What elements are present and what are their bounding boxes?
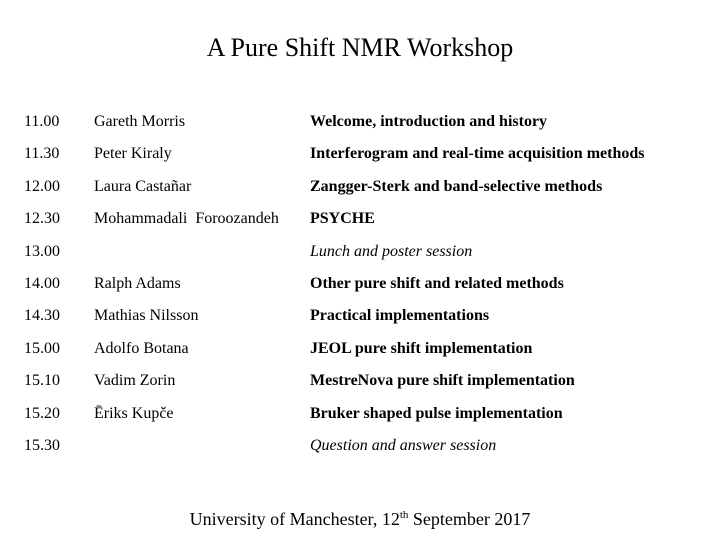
schedule-row [24, 403, 704, 435]
schedule-talk-title: Welcome, introduction and history [310, 113, 548, 130]
footer-venue-text: University of Manchester, 12 [189, 509, 400, 529]
schedule-talk-title: PSYCHE [310, 210, 375, 228]
schedule-speaker: Peter Kiraly [94, 145, 172, 163]
schedule-time: 14.00 [24, 274, 60, 292]
schedule-speaker: Ralph Adams [94, 274, 181, 292]
schedule-session-title: Lunch and poster session [310, 242, 473, 260]
schedule-time: 15.00 [24, 339, 60, 357]
schedule-row [24, 305, 704, 337]
schedule-time: 11.00 [24, 113, 60, 130]
schedule-talk-title: Practical implementations [310, 307, 490, 325]
schedule-row [24, 241, 704, 273]
schedule-time: 15.30 [24, 436, 60, 454]
page-title: A Pure Shift NMR Workshop [206, 33, 514, 62]
schedule-speaker: Mathias Nilsson [94, 307, 199, 325]
schedule-time: 15.10 [24, 372, 60, 390]
schedule-row [24, 273, 704, 305]
schedule-speaker: Adolfo Botana [94, 339, 189, 357]
schedule-time: 15.20 [24, 404, 60, 422]
schedule-speaker: Mohammadali Foroozandeh [94, 210, 279, 228]
schedule-talk-title: Zangger-Sterk and band-selective methods [310, 177, 603, 195]
schedule-row [24, 111, 704, 143]
schedule-session-title: Question and answer session [310, 436, 497, 454]
schedule-row [24, 338, 704, 370]
schedule-talk-title: Bruker shaped pulse implementation [310, 404, 563, 422]
footer-date-text: September 2017 [408, 509, 531, 529]
footer-ordinal-suffix: th [399, 509, 409, 521]
schedule-talk-title: MestreNova pure shift implementation [310, 372, 575, 390]
schedule-row [24, 435, 704, 467]
schedule-row [24, 208, 704, 240]
schedule-time: 11.30 [24, 145, 60, 163]
schedule-speaker: Gareth Morris [94, 113, 186, 130]
schedule-talk-title: Other pure shift and related methods [310, 274, 564, 292]
schedule-talk-title: Interferogram and real-time acquisition methods [310, 145, 645, 163]
schedule-time: 12.00 [24, 177, 60, 195]
schedule-speaker: Vadim Zorin [94, 372, 176, 390]
venue-date-footer [0, 506, 720, 532]
schedule-talk-title: JEOL pure shift implementation [310, 339, 533, 357]
schedule-time: 14.30 [24, 307, 60, 325]
schedule-time: 12.30 [24, 210, 60, 228]
schedule-row [24, 143, 704, 175]
schedule-time: 13.00 [24, 242, 60, 260]
schedule-table [24, 111, 704, 467]
schedule-row [24, 176, 704, 208]
schedule-speaker: Ēriks Kupče [94, 404, 174, 422]
schedule-speaker: Laura Castañar [94, 177, 192, 195]
schedule-row [24, 370, 704, 402]
